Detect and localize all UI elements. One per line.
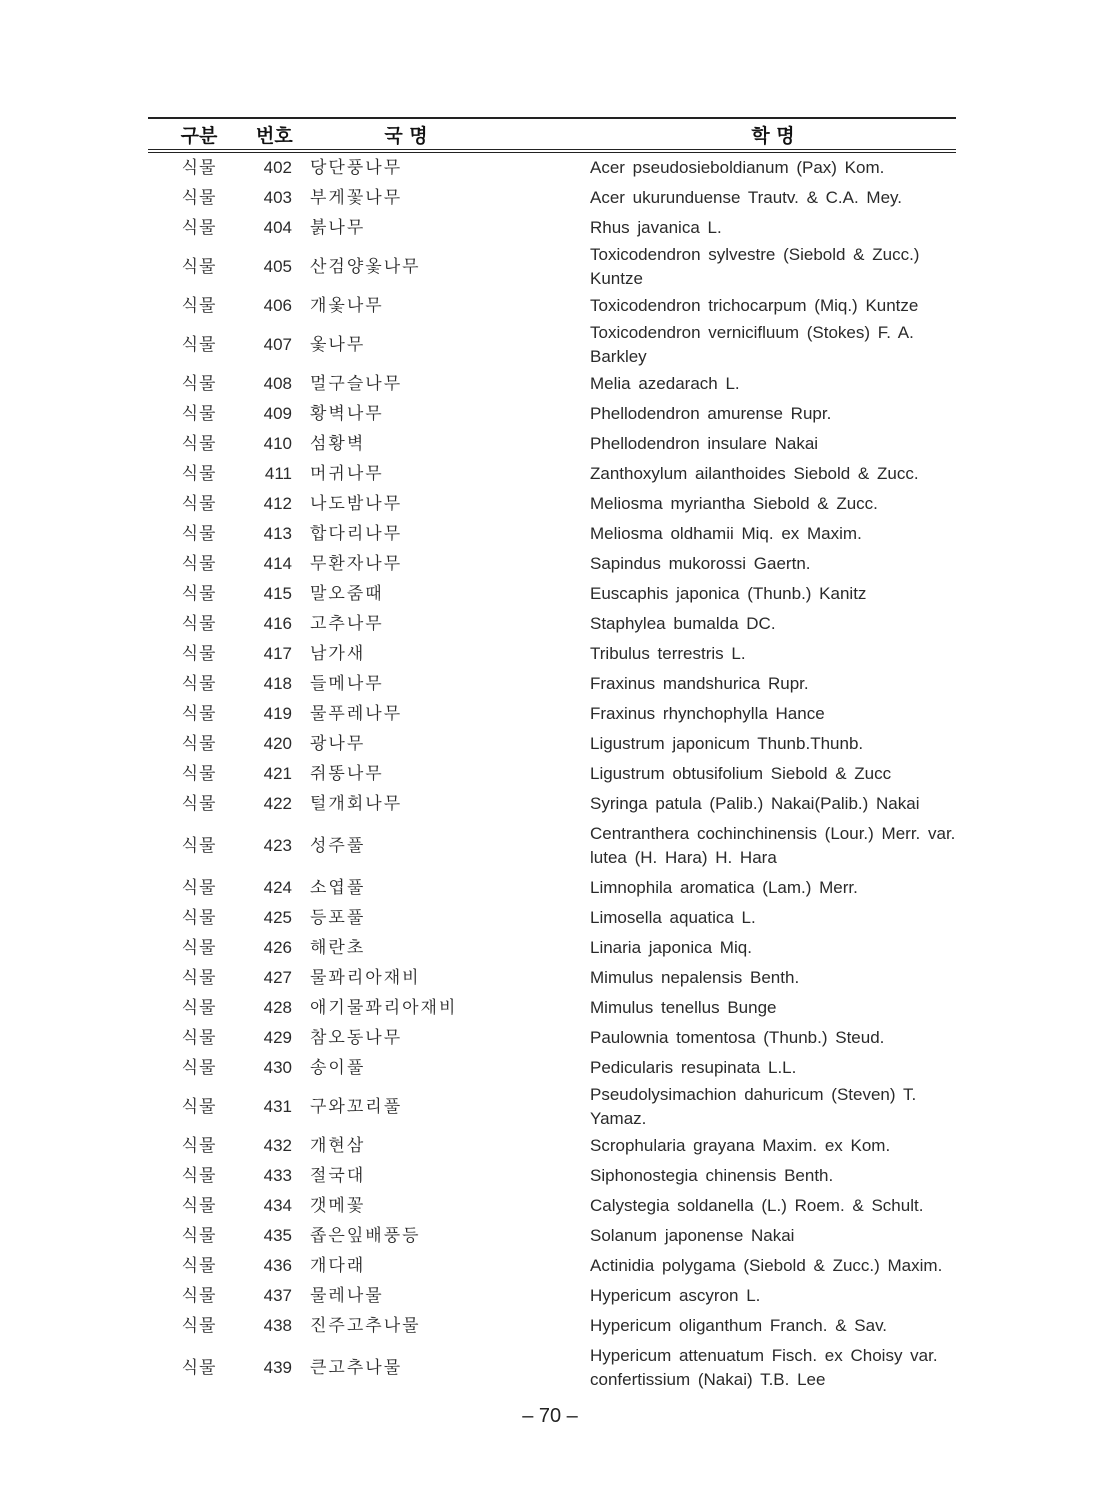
cell-korean-name: 참오동나무: [310, 1028, 403, 1048]
cell-category: 식물: [181, 998, 217, 1018]
cell-number: 423: [263, 836, 292, 855]
cell-scientific-name: Fraxinus rhynchophylla Hance: [590, 704, 825, 723]
table-row: [148, 213, 956, 243]
cell-scientific-name: Siphonostegia chinensis Benth.: [590, 1166, 834, 1185]
cell-category: 식물: [181, 524, 217, 544]
cell-category: 식물: [181, 434, 217, 454]
table-row: [148, 609, 956, 639]
table-row: [148, 1161, 956, 1191]
cell-number: 420: [263, 734, 292, 753]
cell-category: 식물: [181, 1166, 217, 1186]
table-row: [148, 1221, 956, 1251]
cell-category: 식물: [181, 554, 217, 574]
table-row: [148, 291, 956, 321]
cell-number: 422: [263, 794, 292, 813]
cell-scientific-name: Meliosma myriantha Siebold & Zucc.: [590, 494, 878, 513]
table-row: [148, 369, 956, 399]
cell-scientific-name: Phellodendron insulare Nakai: [590, 434, 819, 453]
cell-category: 식물: [181, 296, 217, 316]
cell-category: 식물: [181, 878, 217, 898]
cell-category: 식물: [181, 158, 217, 178]
cell-number: 407: [263, 335, 292, 354]
cell-category: 식물: [181, 335, 217, 355]
cell-number: 432: [263, 1136, 292, 1155]
cell-category: 식물: [181, 1136, 217, 1156]
table-row: [148, 1341, 956, 1395]
cell-category: 식물: [181, 1028, 217, 1048]
table-row: [148, 933, 956, 963]
table-row: [148, 1311, 956, 1341]
cell-scientific-name: Tribulus terrestris L.: [590, 644, 746, 663]
cell-scientific-name: Melia azedarach L.: [590, 374, 740, 393]
table-row: [148, 1281, 956, 1311]
cell-korean-name: 물레나물: [310, 1286, 384, 1306]
cell-number: 405: [263, 257, 292, 276]
cell-korean-name: 해란초: [310, 938, 366, 958]
cell-category: 식물: [181, 836, 217, 856]
cell-category: 식물: [181, 794, 217, 814]
cell-number: 428: [263, 998, 292, 1017]
cell-category: 식물: [181, 1097, 217, 1117]
cell-korean-name: 머귀나무: [310, 464, 384, 484]
cell-number: 438: [263, 1316, 292, 1335]
cell-number: 414: [263, 554, 292, 573]
cell-category: 식물: [181, 584, 217, 604]
cell-number: 427: [263, 968, 292, 987]
table-row: [148, 1023, 956, 1053]
cell-scientific-name: Ligustrum obtusifolium Siebold & Zucc: [590, 764, 892, 783]
table-row: [148, 321, 956, 369]
cell-scientific-name: Pseudolysimachion dahuricum (Steven) T. Yamaz.: [590, 1085, 917, 1128]
table-row: [148, 1191, 956, 1221]
cell-korean-name: 섬황벽: [310, 434, 366, 454]
cell-korean-name: 소엽풀: [310, 878, 366, 898]
header-scientific-name: 학 명: [590, 118, 956, 151]
cell-scientific-name: Phellodendron amurense Rupr.: [590, 404, 832, 423]
cell-number: 418: [263, 674, 292, 693]
cell-scientific-name: Hypericum oliganthum Franch. & Sav.: [590, 1316, 888, 1335]
cell-korean-name: 등포풀: [310, 908, 366, 928]
cell-scientific-name: Staphylea bumalda DC.: [590, 614, 776, 633]
cell-number: 416: [263, 614, 292, 633]
cell-number: 402: [263, 158, 292, 177]
table-row: [148, 1083, 956, 1131]
table-row: [148, 579, 956, 609]
cell-scientific-name: Paulownia tomentosa (Thunb.) Steud.: [590, 1028, 885, 1047]
cell-korean-name: 성주풀: [310, 836, 366, 856]
cell-korean-name: 개옻나무: [310, 296, 384, 316]
table-row: [148, 993, 956, 1023]
cell-scientific-name: Syringa patula (Palib.) Nakai(Palib.) Nakai: [590, 794, 920, 813]
cell-number: 409: [263, 404, 292, 423]
cell-korean-name: 갯메꽃: [310, 1196, 366, 1216]
table-row: [148, 1131, 956, 1161]
cell-korean-name: 황벽나무: [310, 404, 384, 424]
cell-scientific-name: Scrophularia grayana Maxim. ex Kom.: [590, 1136, 891, 1155]
header-korean-name: 국 명: [300, 118, 590, 151]
cell-category: 식물: [181, 938, 217, 958]
table-row: [148, 183, 956, 213]
cell-number: 411: [264, 464, 292, 483]
table-row: [148, 151, 956, 183]
table-body: [148, 151, 956, 1395]
header-category: 구분: [148, 118, 250, 151]
cell-number: 408: [263, 374, 292, 393]
cell-number: 404: [263, 218, 292, 237]
cell-scientific-name: Rhus javanica L.: [590, 218, 722, 237]
cell-korean-name: 좁은잎배풍등: [310, 1226, 421, 1246]
table-row: [148, 963, 956, 993]
cell-category: 식물: [181, 404, 217, 424]
cell-scientific-name: Sapindus mukorossi Gaertn.: [590, 554, 811, 573]
cell-korean-name: 송이풀: [310, 1058, 366, 1078]
cell-korean-name: 부게꽃나무: [310, 188, 403, 208]
cell-scientific-name: Hypericum ascyron L.: [590, 1286, 761, 1305]
cell-scientific-name: Ligustrum japonicum Thunb.Thunb.: [590, 734, 864, 753]
table-row: [148, 1053, 956, 1083]
cell-korean-name: 나도밤나무: [310, 494, 403, 514]
cell-number: 436: [263, 1256, 292, 1275]
cell-number: 421: [263, 764, 292, 783]
cell-scientific-name: Acer pseudosieboldianum (Pax) Kom.: [590, 158, 885, 177]
header-row: [148, 118, 956, 151]
cell-korean-name: 큰고추나물: [310, 1358, 403, 1378]
table-row: [148, 549, 956, 579]
cell-category: 식물: [181, 764, 217, 784]
cell-number: 425: [263, 908, 292, 927]
cell-category: 식물: [181, 188, 217, 208]
cell-korean-name: 구와꼬리풀: [310, 1097, 403, 1117]
cell-scientific-name: Hypericum attenuatum Fisch. ex Choisy var. confertissium (Nakai) T.B. Lee: [590, 1346, 938, 1389]
cell-scientific-name: Toxicodendron vernicifluum (Stokes) F. A. Barkley: [590, 323, 914, 366]
cell-number: 435: [263, 1226, 292, 1245]
cell-number: 433: [263, 1166, 292, 1185]
table-row: [148, 669, 956, 699]
cell-scientific-name: Toxicodendron trichocarpum (Miq.) Kuntze: [590, 296, 919, 315]
cell-category: 식물: [181, 704, 217, 724]
page-number: – 70 –: [522, 1405, 578, 1427]
cell-category: 식물: [181, 374, 217, 394]
cell-category: 식물: [181, 1256, 217, 1276]
cell-scientific-name: Mimulus nepalensis Benth.: [590, 968, 800, 987]
table-row: [148, 399, 956, 429]
cell-korean-name: 남가새: [310, 644, 366, 664]
cell-korean-name: 옻나무: [310, 335, 366, 355]
table-row: [148, 903, 956, 933]
cell-korean-name: 광나무: [310, 734, 366, 754]
cell-number: 410: [263, 434, 292, 453]
cell-number: 429: [263, 1028, 292, 1047]
cell-number: 431: [263, 1097, 292, 1116]
cell-scientific-name: Linaria japonica Miq.: [590, 938, 752, 957]
cell-korean-name: 진주고추나물: [310, 1316, 421, 1336]
cell-scientific-name: Calystegia soldanella (L.) Roem. & Schult.: [590, 1196, 924, 1215]
cell-number: 403: [263, 188, 292, 207]
cell-scientific-name: Meliosma oldhamii Miq. ex Maxim.: [590, 524, 862, 543]
table-row: [148, 639, 956, 669]
cell-korean-name: 고추나무: [310, 614, 384, 634]
cell-category: 식물: [181, 968, 217, 988]
cell-number: 412: [263, 494, 292, 513]
table-row: [148, 243, 956, 291]
cell-category: 식물: [181, 614, 217, 634]
cell-category: 식물: [181, 218, 217, 238]
cell-scientific-name: Centranthera cochinchinensis (Lour.) Merr. var. lutea (H. Hara) H. Hara: [590, 824, 956, 867]
cell-number: 439: [263, 1358, 292, 1377]
cell-korean-name: 무환자나무: [310, 554, 403, 574]
cell-korean-name: 물꽈리아재비: [310, 968, 421, 988]
table-row: [148, 873, 956, 903]
cell-category: 식물: [181, 644, 217, 664]
cell-category: 식물: [181, 908, 217, 928]
cell-scientific-name: Solanum japonense Nakai: [590, 1226, 795, 1245]
cell-category: 식물: [181, 1226, 217, 1246]
cell-number: 415: [263, 584, 292, 603]
cell-category: 식물: [181, 674, 217, 694]
cell-korean-name: 들메나무: [310, 674, 384, 694]
cell-scientific-name: Toxicodendron sylvestre (Siebold & Zucc.) Kuntze: [590, 245, 920, 288]
table-row: [148, 729, 956, 759]
cell-number: 417: [263, 644, 292, 663]
cell-category: 식물: [181, 257, 217, 277]
table-row: [148, 459, 956, 489]
cell-number: 430: [263, 1058, 292, 1077]
cell-korean-name: 합다리나무: [310, 524, 403, 544]
cell-category: 식물: [181, 494, 217, 514]
cell-scientific-name: Actinidia polygama (Siebold & Zucc.) Maxim.: [590, 1256, 943, 1275]
table-row: [148, 429, 956, 459]
table-row: [148, 759, 956, 789]
cell-number: 426: [263, 938, 292, 957]
cell-korean-name: 절국대: [310, 1166, 366, 1186]
cell-number: 413: [263, 524, 292, 543]
cell-scientific-name: Zanthoxylum ailanthoides Siebold & Zucc.: [590, 464, 919, 483]
cell-korean-name: 털개회나무: [310, 794, 403, 814]
cell-korean-name: 멀구슬나무: [310, 374, 403, 394]
cell-korean-name: 물푸레나무: [310, 704, 403, 724]
cell-scientific-name: Pedicularis resupinata L.L.: [590, 1058, 797, 1077]
cell-korean-name: 개다래: [310, 1256, 366, 1276]
cell-scientific-name: Fraxinus mandshurica Rupr.: [590, 674, 809, 693]
table-row: [148, 519, 956, 549]
table-row: [148, 699, 956, 729]
cell-category: 식물: [181, 1358, 217, 1378]
header-number: 번호: [250, 118, 300, 151]
table-header: [148, 118, 956, 151]
table-row: [148, 789, 956, 819]
cell-korean-name: 말오줌때: [310, 584, 384, 604]
species-table: [148, 117, 956, 1395]
table-row: [148, 489, 956, 519]
cell-scientific-name: Acer ukurunduense Trautv. & C.A. Mey.: [590, 188, 903, 207]
cell-number: 434: [263, 1196, 292, 1215]
cell-scientific-name: Limnophila aromatica (Lam.) Merr.: [590, 878, 858, 897]
cell-korean-name: 쥐똥나무: [310, 764, 384, 784]
cell-scientific-name: Limosella aquatica L.: [590, 908, 756, 927]
table-row: [148, 1251, 956, 1281]
cell-number: 419: [263, 704, 292, 723]
cell-korean-name: 당단풍나무: [310, 158, 403, 178]
cell-category: 식물: [181, 464, 217, 484]
cell-category: 식물: [181, 1196, 217, 1216]
cell-category: 식물: [181, 1058, 217, 1078]
cell-scientific-name: Mimulus tenellus Bunge: [590, 998, 777, 1017]
cell-korean-name: 개현삼: [310, 1136, 366, 1156]
cell-korean-name: 붉나무: [310, 218, 366, 238]
cell-category: 식물: [181, 734, 217, 754]
cell-scientific-name: Euscaphis japonica (Thunb.) Kanitz: [590, 584, 867, 603]
cell-number: 437: [263, 1286, 292, 1305]
cell-number: 424: [263, 878, 292, 897]
cell-korean-name: 애기물꽈리아재비: [310, 998, 458, 1018]
cell-category: 식물: [181, 1286, 217, 1306]
cell-category: 식물: [181, 1316, 217, 1336]
cell-korean-name: 산검양옻나무: [310, 257, 421, 277]
cell-number: 406: [263, 296, 292, 315]
table-row: [148, 819, 956, 873]
